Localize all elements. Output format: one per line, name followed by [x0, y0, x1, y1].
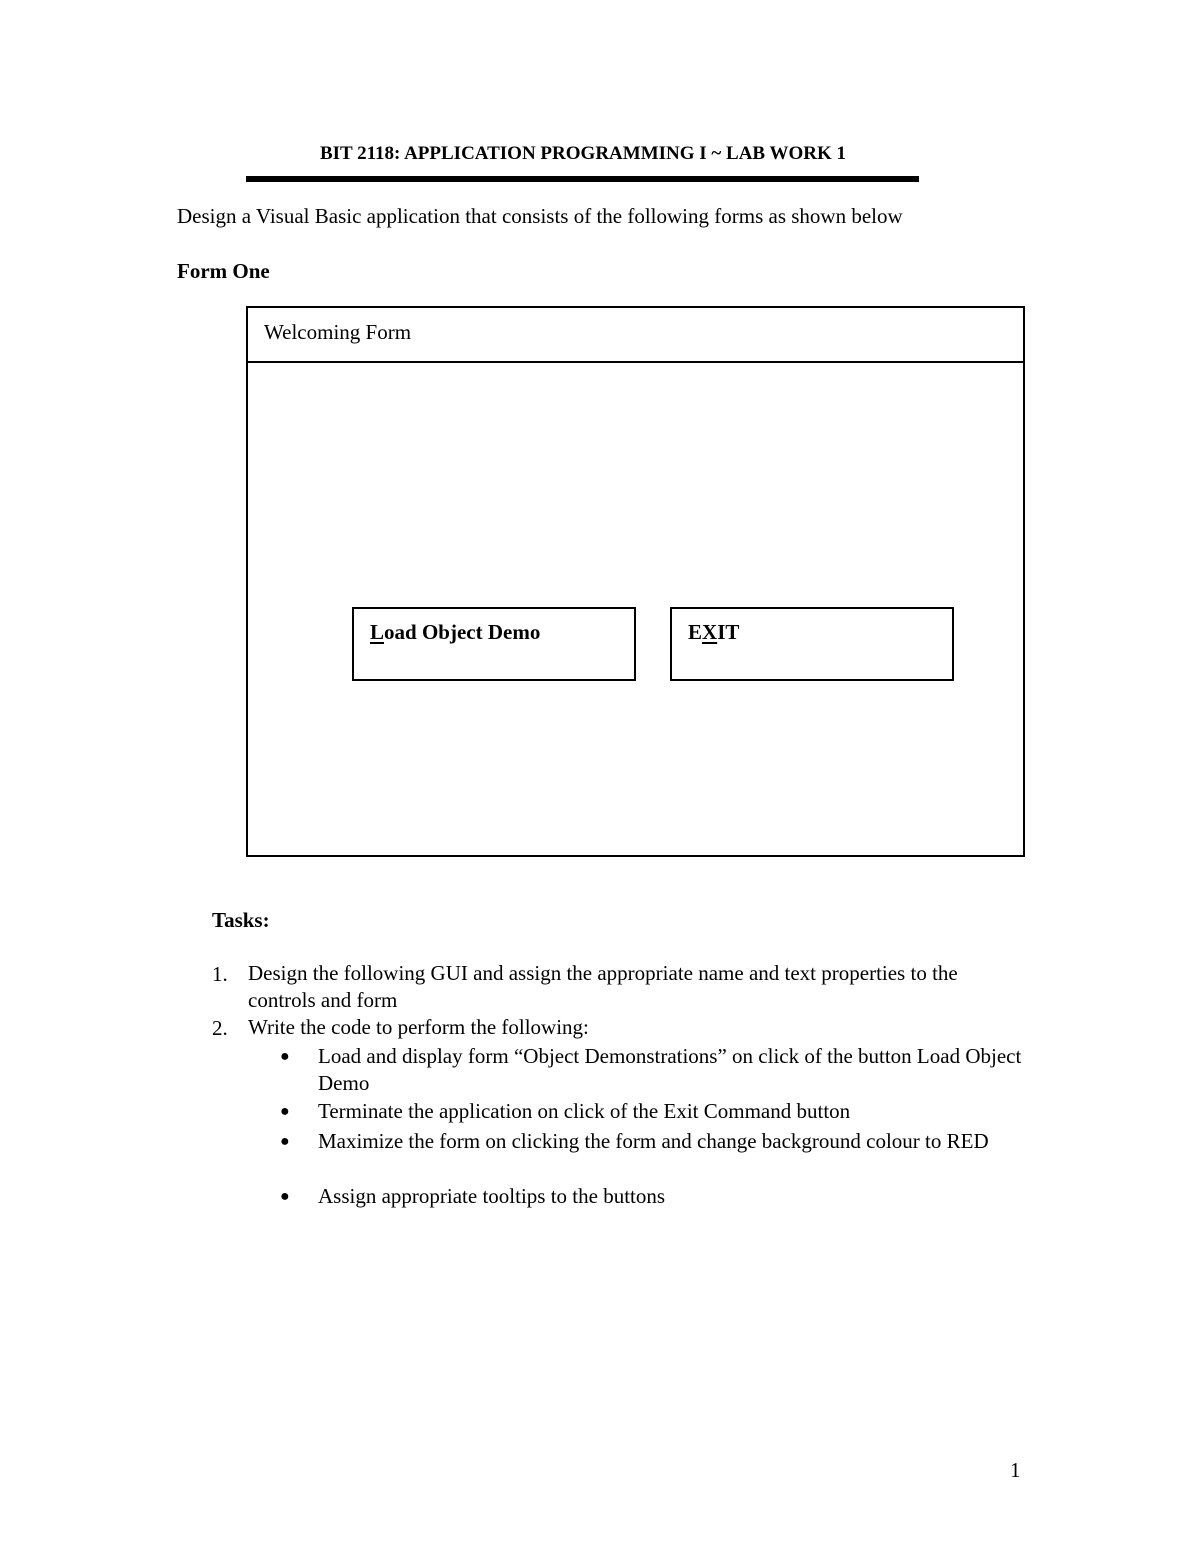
task-bullet-item: Assign appropriate tooltips to the buttons [318, 1184, 666, 1208]
bullet-icon: ● [280, 1103, 290, 1120]
form-titlebar [248, 308, 1023, 363]
load-object-demo-label [370, 619, 540, 645]
document-title: BIT 2118: APPLICATION PROGRAMMING I ~ LAB WORK 1 [319, 143, 847, 164]
exit-label-prefix: E [688, 620, 703, 644]
task-text: Write the code to perform the following: [248, 1015, 589, 1039]
task-text: Design the following GUI and assign the appropriate name and text properties to the controls and form [248, 961, 958, 1012]
task-number: 2. [212, 1016, 228, 1040]
tasks-heading: Tasks: [212, 908, 270, 932]
load-label-rest: oad Object Demo [384, 620, 541, 644]
task-bullet-item: Maximize the form on clicking the form and change background colour to RED [318, 1129, 989, 1153]
exit-button[interactable] [670, 607, 954, 681]
exit-label [688, 619, 739, 645]
page-number: 1 [1010, 1458, 1021, 1482]
bullet-icon: ● [280, 1188, 290, 1205]
bullet-icon: ● [280, 1048, 290, 1065]
task-bullet-item: Terminate the application on click of the Exit Command button [318, 1099, 851, 1123]
form-one-heading: Form One [177, 259, 270, 283]
task-bullet-item: Load and display form “Object Demonstrations” on click of the button Load Object Demo [318, 1044, 1022, 1095]
form-title: Welcoming Form [264, 320, 412, 344]
exit-label-suffix: IT [717, 620, 740, 644]
exit-hotkey-letter: X [702, 620, 718, 644]
task-number: 1. [212, 962, 228, 986]
bullet-icon: ● [280, 1133, 290, 1150]
welcoming-form-mockup [246, 306, 1025, 857]
title-underline-rule [246, 176, 919, 182]
load-hotkey-letter: L [370, 620, 385, 644]
intro-paragraph: Design a Visual Basic application that consists of the following forms as shown below [177, 204, 903, 228]
load-object-demo-button[interactable] [352, 607, 636, 681]
